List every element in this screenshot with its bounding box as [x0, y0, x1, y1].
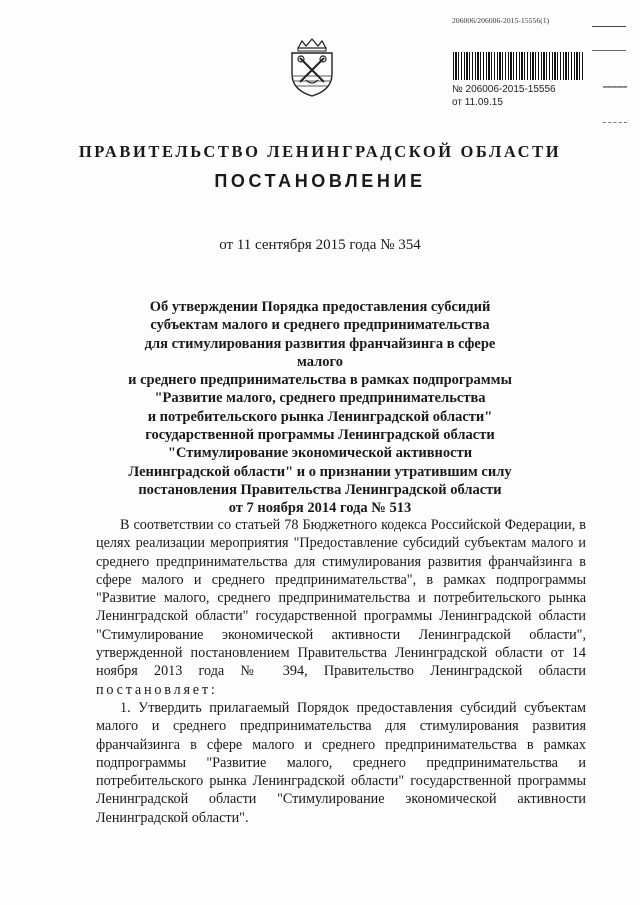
margin-mark: [603, 122, 627, 123]
title-line: "Стимулирование экономической активности: [167, 445, 473, 462]
registration-number: № 206006-2015-15556: [452, 84, 556, 95]
title-line: "Развитие малого, среднего предпринимательства: [154, 390, 486, 407]
document-title: [120, 298, 520, 518]
title-line: государственной программы Ленинградской области: [145, 427, 495, 444]
margin-mark: [592, 26, 626, 27]
clause-1-paragraph: 1. Утвердить прилагаемый Порядок предоставления субсидий субъектам малого и среднего предпринимательства для стимулирования развития франчайзинга в сфере малого и среднего предпринимательства в рамках подпрограммы "Развитие малого, среднего предпринимательства и потребительского рынка Ленинградской области" государственной программы Ленинградской области "Стимулирование экономической активности Ленинградской области".: [96, 699, 586, 826]
margin-mark: [603, 86, 627, 88]
document-body: [96, 516, 586, 827]
registration-date: от 11.09.15: [452, 97, 503, 108]
document-type: ПОСТАНОВЛЕНИЕ: [214, 171, 426, 191]
document-tracking-code: 206006/206006-2015-15556(1): [452, 16, 550, 25]
preamble-text: В соответствии со статьей 78 Бюджетного кодекса Российской Федерации, в целях реализации мероприятия "Предоставление субсидий субъектам малого и среднего предпринимательства для стимулирования развития франчайзинга в сфере малого и среднего предпринимательства", в рамках подпрограммы "Развитие малого, среднего предпринимательства и потребительского рынка Ленинградской области" государственной программы Ленинградской области "Стимулирование экономической активности Ленинградской области", утвержденной постановлением Правительства Ленинградской области от 14 ноября 2013 года № 394, Правительство Ленинградской области: [96, 517, 586, 680]
title-line: для стимулирования развития франчайзинга в сфере малого: [144, 335, 496, 370]
title-line: Ленинградской области" и о признании утратившим силу: [128, 463, 512, 480]
title-line: субъектам малого и среднего предпринимательства: [150, 317, 490, 334]
issuing-authority: ПРАВИТЕЛЬСТВО ЛЕНИНГРАДСКОЙ ОБЛАСТИ: [78, 142, 562, 161]
decree-word: постановляет:: [96, 681, 218, 698]
title-line: и потребительского рынка Ленинградской области": [147, 408, 493, 425]
title-line: и среднего предпринимательства в рамках подпрограммы: [128, 372, 512, 389]
margin-mark: [592, 50, 626, 51]
coat-of-arms-icon: [284, 38, 340, 98]
barcode: [453, 52, 583, 80]
document-date-number: от 11 сентября 2015 года № 354: [219, 237, 421, 253]
preamble-paragraph: [96, 516, 586, 699]
title-line: Об утверждении Порядка предоставления субсидий: [149, 299, 491, 315]
title-line: от 7 ноября 2014 года № 513: [228, 500, 412, 517]
title-line: постановления Правительства Ленинградской области: [138, 481, 502, 498]
